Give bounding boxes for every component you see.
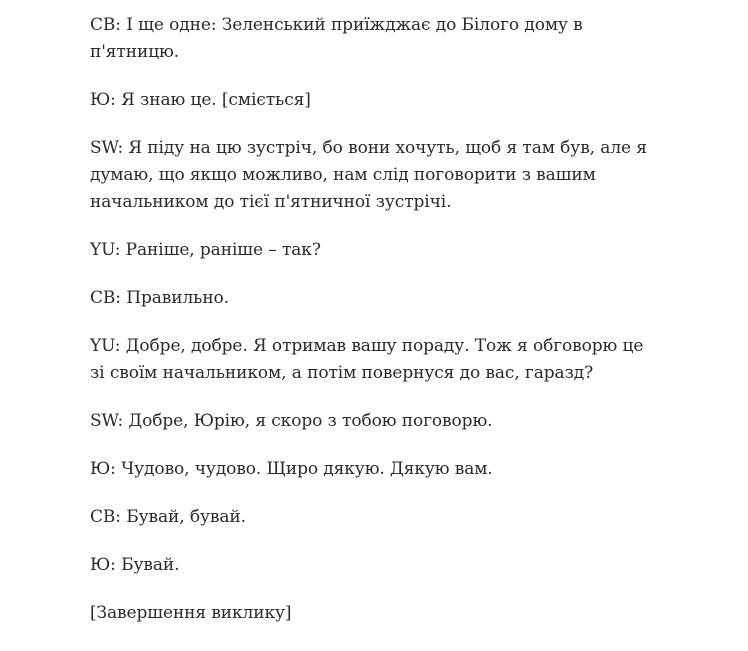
transcript-line-yu-thanks: Ю: Чудово, чудово. Щиро дякую. Дякую вам. <box>90 459 493 479</box>
transcript-line-sv-correct: СВ: Правильно. <box>90 288 229 308</box>
transcript-body <box>90 12 660 648</box>
transcript-line-yu-earlier: YU: Раніше, раніше – так? <box>90 240 321 260</box>
transcript-line-call-end: [Завершення виклику] <box>90 603 292 623</box>
transcript-line-yu-laughs: Ю: Я знаю це. [сміється] <box>90 90 311 110</box>
transcript-line-sv-bye: СВ: Бувай, бувай. <box>90 507 246 527</box>
transcript-line-sw-meeting: SW: Я піду на цю зустріч, бо вони хочуть, щоб я там був, але я думаю, що якщо можливо, нам слід поговорити з вашим начальником до тієї п'ятничної зустрічі. <box>90 138 647 212</box>
transcript-line-yu-advice: YU: Добре, добре. Я отримав вашу пораду. Тож я обговорю це зі своїм начальником, а потім повернуся до вас, гаразд? <box>90 336 644 383</box>
transcript-line-yu-bye: Ю: Бувай. <box>90 555 180 575</box>
transcript-line-sv-zelensky: СВ: І ще одне: Зеленський приїжджає до Білого дому в п'ятницю. <box>90 15 583 62</box>
transcript-line-sw-talk-soon: SW: Добре, Юрію, я скоро з тобою поговорю. <box>90 411 493 431</box>
